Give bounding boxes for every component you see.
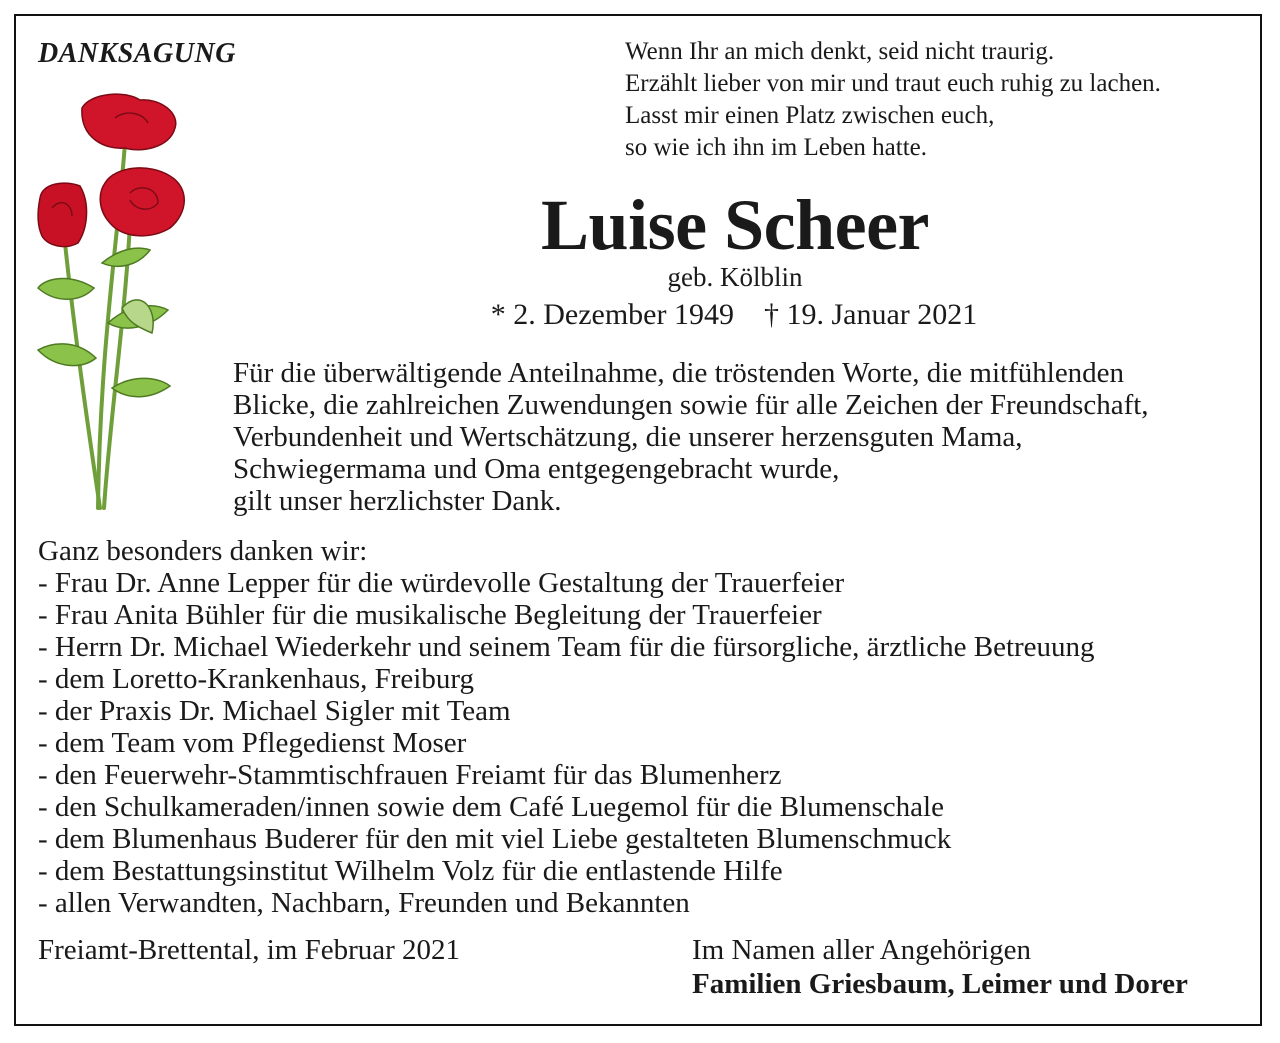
list-item: - dem Bestattungsinstitut Wilhelm Volz für die entlastende Hilfe <box>38 855 783 887</box>
list-item: - allen Verwandten, Nachbarn, Freunden und Bekannten <box>38 887 690 919</box>
list-item: - den Feuerwehr-Stammtischfrauen Freiamt für das Blumenherz <box>38 759 782 791</box>
poem-line: Erzählt lieber von mir und traut euch ruhig zu lachen. <box>625 70 1161 97</box>
list-item: - Frau Dr. Anne Lepper für die würdevolle Gestaltung der Trauerfeier <box>38 567 845 599</box>
poem <box>625 36 1161 164</box>
poem-line: so wie ich ihn im Leben hatte. <box>625 134 928 161</box>
list-item: - den Schulkameraden/innen sowie dem Café Luegemol für die Blumenschale <box>38 791 944 823</box>
list-item: - dem Team vom Pflegedienst Moser <box>38 727 467 759</box>
list-item: - Herrn Dr. Michael Wiederkehr und seinem Team für die fürsorgliche, ärztliche Betreuung <box>38 631 1095 663</box>
list-item: - dem Blumenhaus Buderer für den mit viel Liebe gestalteten Blumenschmuck <box>38 823 952 855</box>
poem-line: Lasst mir einen Platz zwischen euch, <box>625 102 995 129</box>
thanks-line: Schwiegermama und Oma entgegengebracht wurde, <box>233 453 840 485</box>
list-item: - dem Loretto-Krankenhaus, Freiburg <box>38 663 474 695</box>
notice-heading: DANKSAGUNG <box>38 38 236 69</box>
life-dates: * 2. Dezember 1949 † 19. Januar 2021 <box>490 298 978 331</box>
families-signature: Familien Griesbaum, Leimer und Dorer <box>692 968 1188 1000</box>
list-item: - Frau Anita Bühler für die musikalische Begleitung der Trauerfeier <box>38 599 822 631</box>
thanks-line: Für die überwältigende Anteilnahme, die tröstenden Worte, die mitfühlenden <box>233 357 1125 389</box>
place-date: Freiamt-Brettental, im Februar 2021 <box>38 934 461 966</box>
thanks-paragraph <box>233 357 1149 517</box>
deceased-name: Luise Scheer <box>541 185 929 265</box>
thanks-line: Verbundenheit und Wertschätzung, die unserer herzensguten Mama, <box>233 421 1023 453</box>
on-behalf-line: Im Namen aller Angehörigen <box>692 934 1032 966</box>
special-thanks-intro: Ganz besonders danken wir: <box>38 535 368 567</box>
birth-name: geb. Kölblin <box>667 262 803 292</box>
thanks-line: Blicke, die zahlreichen Zuwendungen sowie für alle Zeichen der Freundschaft, <box>233 389 1149 421</box>
special-thanks <box>38 535 1095 919</box>
poem-line: Wenn Ihr an mich denkt, seid nicht traurig. <box>625 38 1055 65</box>
list-item: - der Praxis Dr. Michael Sigler mit Team <box>38 695 511 727</box>
thanks-line: gilt unser herzlichster Dank. <box>233 485 562 517</box>
